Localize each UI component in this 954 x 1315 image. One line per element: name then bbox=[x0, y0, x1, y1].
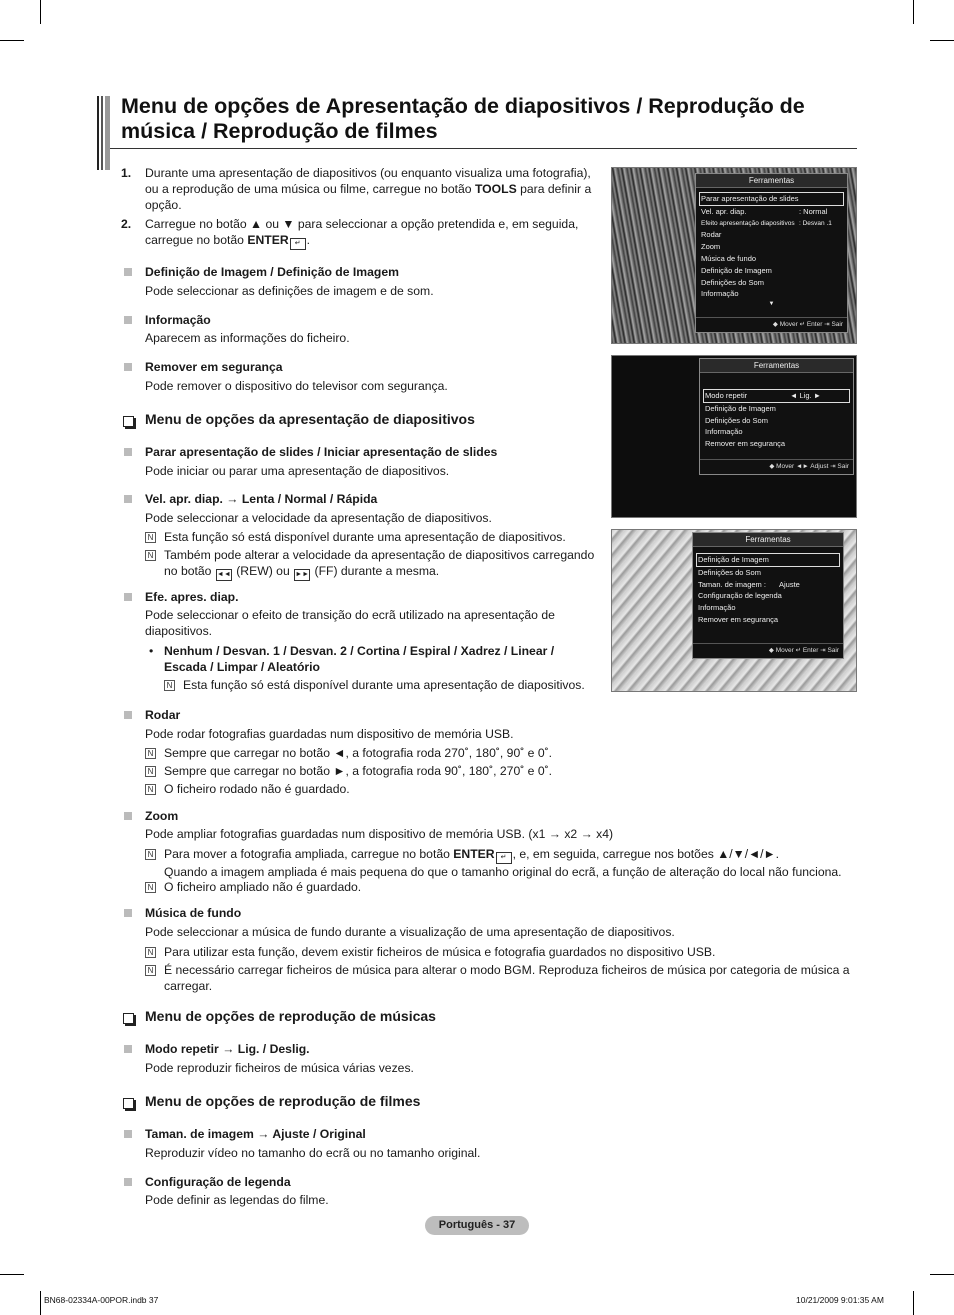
menu-item[interactable]: Música de fundo bbox=[701, 253, 757, 263]
note-text: Esta função só está disponível durante uma apresentação de diapositivos. bbox=[164, 530, 566, 544]
square-bullet-icon bbox=[124, 448, 132, 456]
menu-item[interactable]: Definição de Imagem bbox=[705, 403, 776, 413]
square-bullet-icon bbox=[124, 268, 132, 276]
note-text: Esta função só está disponível durante uma apresentação de diapositivos. bbox=[183, 678, 585, 692]
square-bullet-icon bbox=[124, 1178, 132, 1186]
item-text: Pode seleccionar a velocidade da apresentação de diapositivos. bbox=[145, 511, 492, 525]
menu-item[interactable]: Remover em segurança bbox=[698, 614, 779, 624]
item-text: Pode seleccionar a música de fundo durante a visualização de uma apresentação de diapositivos. bbox=[145, 925, 675, 939]
menu-item[interactable]: Parar apresentação de slides bbox=[699, 192, 844, 206]
menu-item[interactable]: Definições do Som bbox=[705, 415, 768, 425]
note-icon: N bbox=[145, 965, 156, 976]
tools-menu bbox=[692, 532, 844, 659]
square-bullet-icon bbox=[124, 1045, 132, 1053]
step-number: 1. bbox=[121, 166, 132, 180]
menu-footer: ◆ Mover ↵ Enter ⇥ Sair bbox=[696, 317, 847, 332]
tools-menu bbox=[695, 173, 848, 333]
menu-item[interactable]: Efeito apresentação diapositivos : Desvan .1 bbox=[701, 219, 832, 227]
note-icon: N bbox=[145, 532, 156, 543]
note-icon: N bbox=[145, 947, 156, 958]
square-bullet-icon bbox=[124, 711, 132, 719]
note-text: Sempre que carregar no botão ►, a fotografia roda 90˚, 180˚, 270˚ e 0˚. bbox=[164, 764, 553, 778]
menu-item[interactable]: Definições do Som bbox=[701, 277, 764, 287]
page-number-badge: Português - 37 bbox=[425, 1216, 529, 1235]
menu-item[interactable]: Vel. apr. diap. : Normal bbox=[701, 206, 828, 216]
item-text: Pode remover o dispositivo do televisor com segurança. bbox=[145, 379, 448, 393]
footer-timestamp: 10/21/2009 9:01:35 AM bbox=[796, 1295, 884, 1305]
item-heading: Remover em segurança bbox=[145, 360, 283, 374]
note-icon: N bbox=[145, 550, 156, 561]
menu-title: Ferramentas bbox=[700, 359, 853, 373]
square-bullet-icon bbox=[124, 909, 132, 917]
square-bullet-icon bbox=[124, 1130, 132, 1138]
scroll-down-icon: ▼ bbox=[768, 301, 775, 308]
step-2-text: Carregue no botão ▲ ou ▼ para seleccionar a opção pretendida e, em seguida, carregue no botão ENTER ↵ . bbox=[145, 216, 600, 250]
item-heading: Parar apresentação de slides / Iniciar apresentação de slides bbox=[145, 445, 498, 459]
screenshot-slideshow-tools bbox=[611, 167, 857, 344]
screenshot-music-tools bbox=[611, 355, 857, 518]
step-number: 2. bbox=[121, 217, 132, 231]
title-divider bbox=[110, 148, 857, 149]
note-text: Também pode alterar a velocidade da apresentação de diapositivos carregando no botão ◄◄ (REW) ou ►► (FF) durante a mesma. bbox=[164, 547, 604, 581]
enter-icon: ↵ bbox=[496, 852, 512, 864]
item-text: Pode iniciar ou parar uma apresentação de diapositivos. bbox=[145, 464, 450, 478]
footer-file: BN68-02334A-00POR.indb 37 bbox=[44, 1295, 159, 1305]
note-text: Sempre que carregar no botão ◄, a fotografia roda 270˚, 180˚, 90˚ e 0˚. bbox=[164, 746, 553, 760]
item-text: Pode reproduzir ficheiros de música várias vezes. bbox=[145, 1061, 414, 1075]
tools-menu bbox=[699, 358, 854, 475]
menu-item[interactable]: Definições do Som bbox=[698, 567, 761, 577]
menu-item[interactable]: Informação bbox=[698, 603, 736, 613]
note-text: É necessário carregar ficheiros de música para alterar o modo BGM. Reproduza ficheiros de música por categoria de música a carregar. bbox=[164, 963, 850, 993]
note-text: O ficheiro rodado não é guardado. bbox=[164, 782, 350, 796]
rew-icon: ◄◄ bbox=[216, 569, 232, 581]
effect-list: Nenhum / Desvan. 1 / Desvan. 2 / Cortina / Espiral / Xadrez / Linear / Escada / Limpar / Aleatório bbox=[164, 644, 555, 674]
section-title-slides: Menu de opções da apresentação de diapositivos bbox=[145, 411, 475, 427]
item-heading: Informação bbox=[145, 313, 211, 327]
item-text: Pode seleccionar as definições de imagem e de som. bbox=[145, 284, 434, 298]
note-text: Para mover a fotografia ampliada, carregue no botão ENTER ↵ , e, em seguida, carregue nos botões ▲/▼/◄/►. Quando a imagem ampliada é mais pequena do que o tamanho original do ecrã, a função de alteração do local não funciona. bbox=[164, 847, 842, 879]
menu-footer: ◆ Mover ↵ Enter ⇥ Sair bbox=[693, 643, 843, 658]
square-bullet-icon bbox=[124, 363, 132, 371]
note-text: Para utilizar esta função, devem existir ficheiros de música e fotografia guardados no dispositivo USB. bbox=[164, 945, 716, 959]
menu-title: Ferramentas bbox=[693, 533, 843, 547]
note-icon: N bbox=[145, 882, 156, 893]
note-icon: N bbox=[145, 784, 156, 795]
menu-item[interactable]: Rodar bbox=[701, 230, 722, 240]
note-text: O ficheiro ampliado não é guardado. bbox=[164, 880, 362, 894]
screenshot-movie-tools bbox=[611, 529, 857, 692]
item-text: Pode rodar fotografias guardadas num dispositivo de memória USB. bbox=[145, 727, 514, 741]
item-heading: Música de fundo bbox=[145, 906, 242, 920]
menu-item[interactable]: Definição de Imagem bbox=[696, 553, 840, 567]
menu-item[interactable]: Informação bbox=[701, 289, 739, 299]
square-bullet-icon bbox=[124, 495, 132, 503]
square-bullet-icon bbox=[124, 593, 132, 601]
section-title-music: Menu de opções de reprodução de músicas bbox=[145, 1008, 436, 1024]
menu-item[interactable]: Taman. de imagem : Ajuste bbox=[698, 579, 800, 589]
page-title: Menu de opções de Apresentação de diapositivos / Reprodução de música / Reprodução de filmes bbox=[121, 94, 805, 143]
enter-icon: ↵ bbox=[290, 238, 306, 250]
checkbox-bullet-icon bbox=[123, 416, 134, 427]
item-heading: Efe. apres. diap. bbox=[145, 590, 239, 604]
item-text: Pode ampliar fotografias guardadas num dispositivo de memória USB. (x1 → x2 → x4) bbox=[145, 827, 614, 841]
item-heading: Taman. de imagem → Ajuste / Original bbox=[145, 1127, 366, 1141]
step-1-text: Durante uma apresentação de diapositivos (ou enquanto visualiza uma fotografia), ou a reprodução de uma música ou filme, carregue no botão TOOLS para definir a opção. bbox=[145, 166, 592, 212]
section-title-movies: Menu de opções de reprodução de filmes bbox=[145, 1093, 421, 1109]
note-icon: N bbox=[145, 748, 156, 759]
item-heading: Configuração de legenda bbox=[145, 1175, 291, 1189]
note-icon: N bbox=[145, 849, 156, 860]
square-bullet-icon bbox=[124, 812, 132, 820]
menu-item[interactable]: Configuração de legenda bbox=[698, 591, 782, 601]
item-heading: Rodar bbox=[145, 708, 181, 722]
menu-item[interactable]: Remover em segurança bbox=[705, 439, 786, 449]
item-text: Reproduzir vídeo no tamanho do ecrã ou no tamanho original. bbox=[145, 1146, 481, 1160]
menu-footer: ◆ Mover ◄► Adjust ⇥ Sair bbox=[700, 459, 853, 474]
item-text: Pode seleccionar o efeito de transição do ecrã utilizado na apresentação de diapositivos. bbox=[145, 608, 555, 638]
checkbox-bullet-icon bbox=[123, 1013, 134, 1024]
bullet-dot: • bbox=[149, 644, 154, 658]
menu-item[interactable]: Definição de Imagem bbox=[701, 265, 772, 275]
item-heading: Vel. apr. diap. → Lenta / Normal / Rápida bbox=[145, 492, 378, 506]
item-text: Aparecem as informações do ficheiro. bbox=[145, 331, 350, 345]
title-accent-bar bbox=[97, 96, 110, 170]
item-heading: Zoom bbox=[145, 809, 179, 823]
square-bullet-icon bbox=[124, 316, 132, 324]
ff-icon: ►► bbox=[294, 569, 310, 581]
menu-title: Ferramentas bbox=[696, 174, 847, 188]
checkbox-bullet-icon bbox=[123, 1098, 134, 1109]
note-icon: N bbox=[145, 766, 156, 777]
menu-item[interactable]: Informação bbox=[705, 427, 743, 437]
menu-item[interactable]: Zoom bbox=[701, 242, 721, 252]
item-heading: Modo repetir → Lig. / Deslig. bbox=[145, 1042, 310, 1056]
menu-item[interactable]: Modo repetir ◄ Lig. ► bbox=[703, 389, 850, 403]
item-heading: Definição de Imagem / Definição de Imagem bbox=[145, 265, 399, 279]
item-text: Pode definir as legendas do filme. bbox=[145, 1193, 329, 1207]
note-icon: N bbox=[164, 680, 175, 691]
